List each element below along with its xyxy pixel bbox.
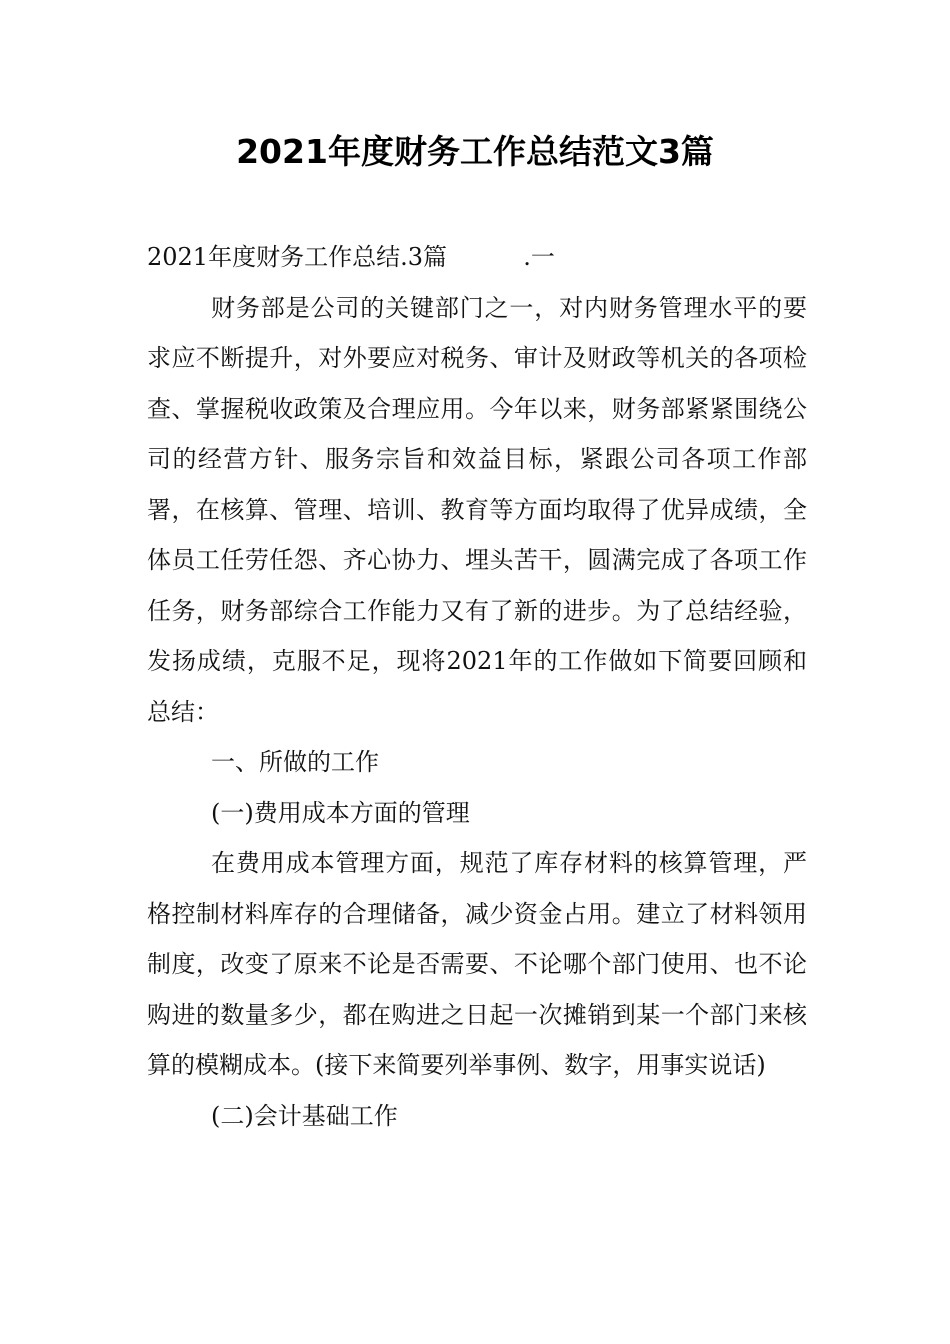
subsection-heading-1: (一)费用成本方面的管理 <box>211 798 470 827</box>
paragraph-cost-management: 在费用成本管理方面，规范了库存材料的核算管理，严格控制材料库存的合理储备，减少资金占用。建立了材料领用制度，改变了原来不论是否需要、不论哪个部门使用、也不论购进的数量多少，都在购进之日起一次摊销到某一个部门来核算的模糊成本。(接下来简要列举事例、数字，用事实说话) <box>147 849 807 1079</box>
document-subtitle: 2021年度财务工作总结.3篇 .一 <box>147 243 555 271</box>
document-title: 2021年度财务工作总结范文3篇 <box>236 132 714 171</box>
subsection-heading-2: (二)会计基础工作 <box>211 1101 398 1130</box>
paragraph-intro: 财务部是公司的关键部门之一，对内财务管理水平的要求应不断提升，对外要应对税务、审计及财政等机关的各项检查、掌握税收政策及合理应用。今年以来，财务部紧紧围绕公司的经营方针、服务宗旨和效益目标，紧跟公司各项工作部署，在核算、管理、培训、教育等方面均取得了优异成绩，全体员工任劳任怨、齐心协力、埋头苦干，圆满完成了各项工作任务，财务部综合工作能力又有了新的进步。为了总结经验，发扬成绩，克服不足，现将2021年的工作做如下简要回顾和总结： <box>147 293 807 726</box>
section-heading-1: 一、所做的工作 <box>211 748 379 776</box>
document-body <box>147 232 807 1141</box>
